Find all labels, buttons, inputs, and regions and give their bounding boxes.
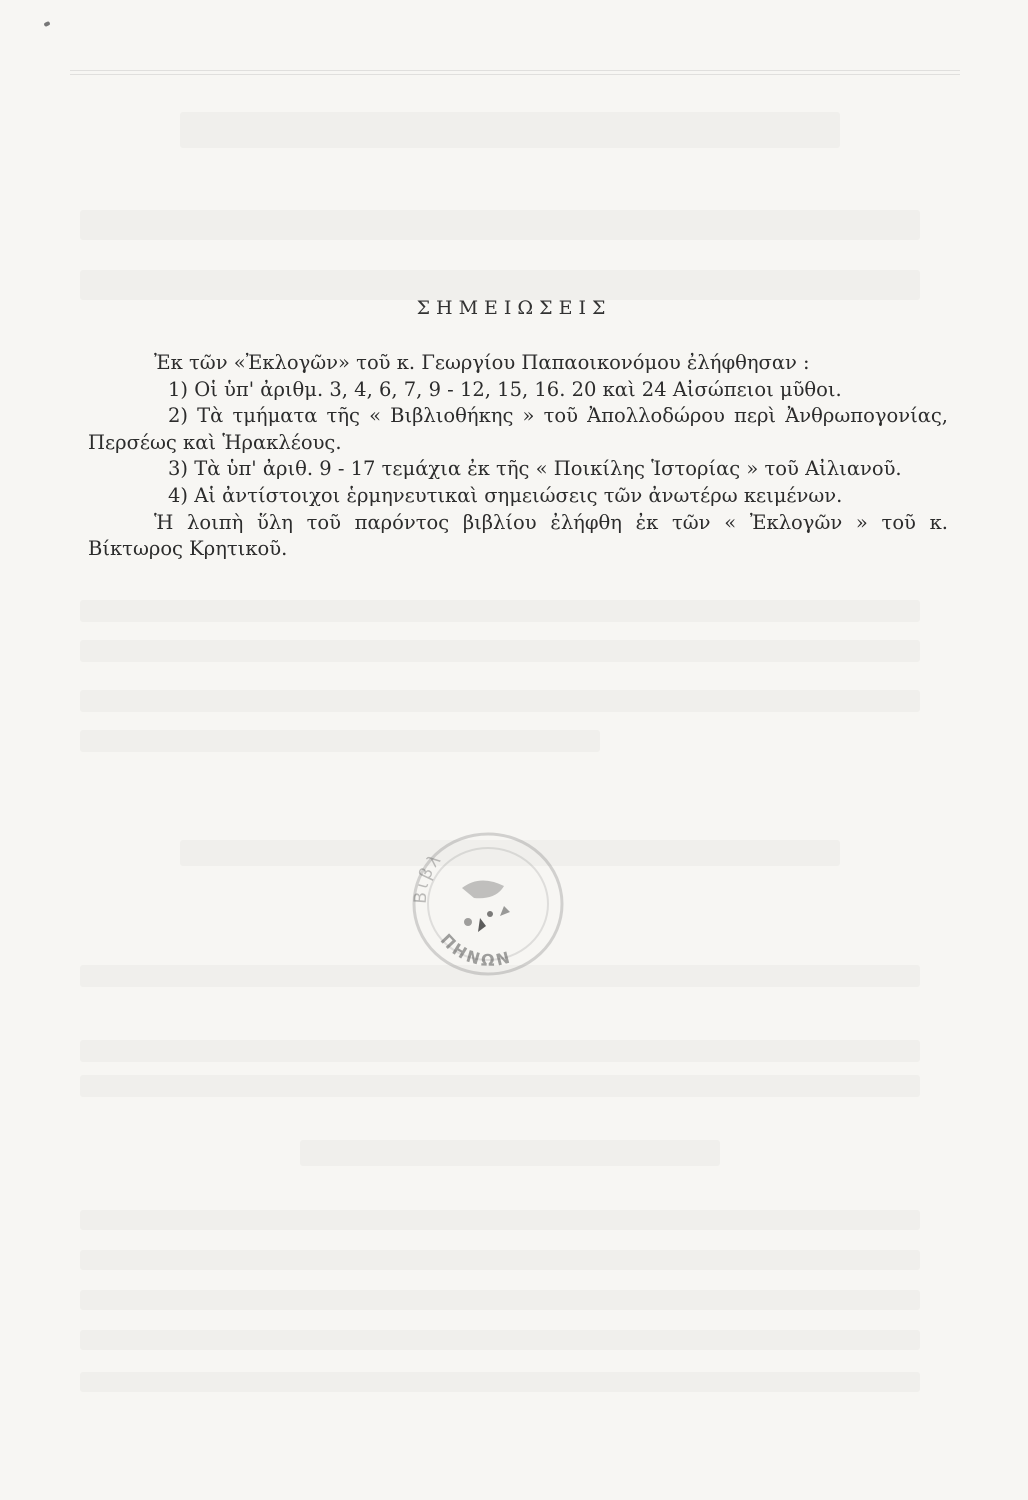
- note-item-3: 3) Τὰ ὑπ' ἀριθ. 9 - 17 τεμάχια ἐκ τῆς « Ποικίλης Ἱστορίας » τοῦ Αἰλιανοῦ.: [168, 457, 902, 481]
- note-item-1: 1) Οἱ ὑπ' ἀριθμ. 3, 4, 6, 7, 9 - 12, 15, 16. 20 καὶ 24 Αἰσώπειοι μῦθοι.: [168, 377, 842, 401]
- stamp-bottom-text: ΠΗΝΩΝ: [436, 930, 515, 970]
- stamp-top-text: Βιβλ: [410, 848, 447, 905]
- ink-speck: [43, 21, 50, 27]
- svg-text:Βιβλ: [411, 849, 447, 905]
- library-stamp: [400, 822, 572, 982]
- note-intro: Ἐκ τῶν «Ἐκλογῶν» τοῦ κ. Γεωργίου Παπαοικονόμου ἐλήφθησαν :: [154, 351, 810, 374]
- notes-heading: ΣΗΜΕΙΩΣΕΙΣ: [416, 297, 612, 319]
- stamp-emblem: [462, 880, 510, 932]
- note-item-2: 2) Τὰ τμήματα τῆς « Βιβλιοθήκης » τοῦ Ἀπολλοδώρου περὶ Ἀνθρωπογονίας, Περσέως καὶ Ἡρακλέους.: [88, 404, 948, 454]
- notes-body: [88, 350, 948, 563]
- note-item-4: 4) Αἱ ἀντίστοιχοι ἑρμηνευτικαὶ σημειώσεις τῶν ἀνωτέρω κειμένων.: [168, 483, 843, 507]
- note-closing: Ἡ λοιπὴ ὕλη τοῦ παρόντος βιβλίου ἐλήφθη ἐκ τῶν « Ἐκλογῶν » τοῦ κ. Βίκτωρος Κρητικοῦ.: [88, 510, 948, 561]
